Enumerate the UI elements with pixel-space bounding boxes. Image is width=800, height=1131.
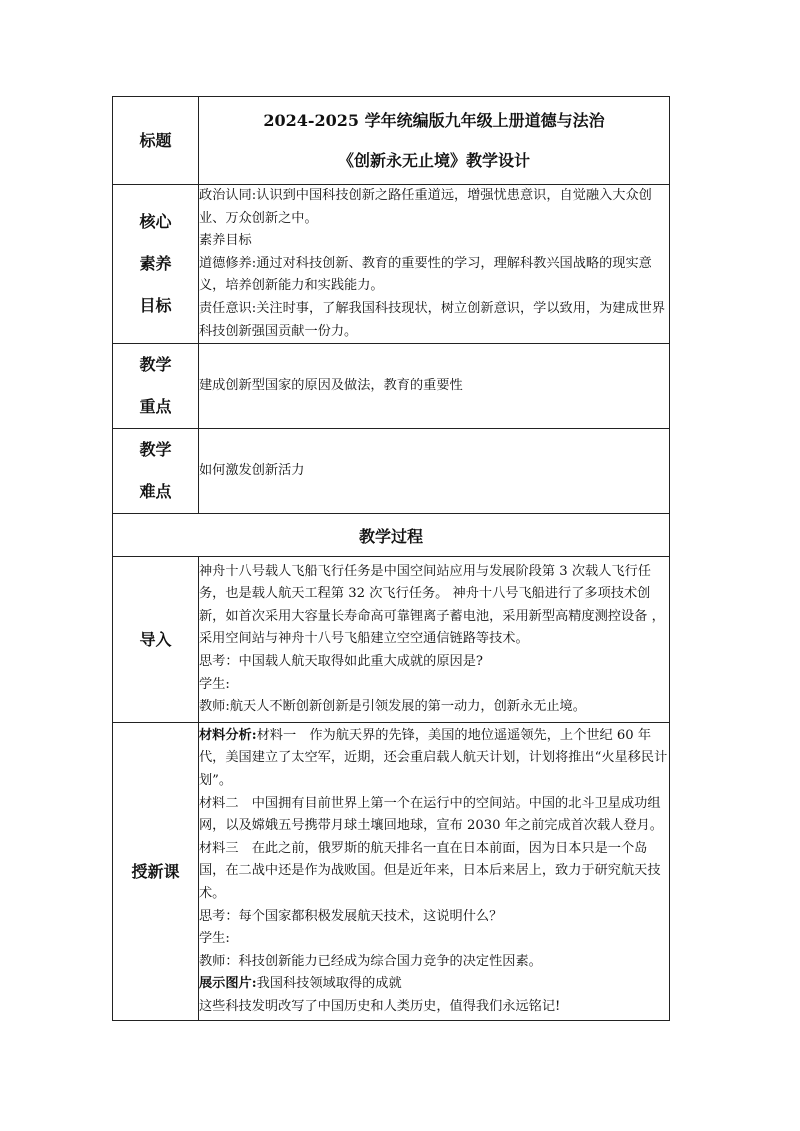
goal-responsibility: 责任意识:关注时事，了解我国科技现状，树立创新意识，学以致用，为建成世界科技创新强国贡献一份力。: [199, 300, 666, 339]
new-lesson-row: [113, 723, 670, 1021]
intro-student: 学生:: [199, 676, 230, 692]
intro-teacher: 教师:航天人不断创新创新是引领发展的第一动力，创新永无止境。: [199, 699, 586, 715]
difficulties-label: 教学 难点: [113, 429, 199, 514]
goal-moral: 道德修养:通过对科技创新、教育的重要性的学习，理解科教兴国战略的现实意义，培养创新能力和实践能力。: [199, 255, 652, 294]
intro-paragraph: 神舟十八号载人飞船飞行任务是中国空间站应用与发展阶段第 3 次载人飞行任务，也是载人航天工程第 32 次飞行任务。 神舟十八号飞船进行了多项技术创新，如首次采用大容量长寿命高可靠锂离子蓄电池，采用新型高精度测控设备 ，采用空间站与神舟十八号飞船建立空空通信链路等技术。: [199, 563, 665, 647]
new-lesson-label: 授新课: [113, 723, 199, 1021]
new-lesson-content: [199, 723, 670, 1021]
show-pictures: 展示图片:我国科技领域取得的成就: [199, 976, 402, 992]
key-points-row: [113, 344, 670, 429]
title-line-1: 2024-2025 学年统编版九年级上册道德与法治: [263, 110, 605, 130]
core-goals-content: [199, 185, 670, 344]
intro-row: [113, 557, 670, 723]
difficulties-content: 如何激发创新活力: [199, 429, 670, 514]
key-points-label: 教学 重点: [113, 344, 199, 429]
goal-heading: 素养目标: [199, 233, 252, 249]
document-title: [199, 97, 670, 185]
analysis-label: 材料分析:: [199, 727, 257, 743]
key-points-content: 建成创新型国家的原因及做法，教育的重要性: [199, 344, 670, 429]
core-goals-label: 核心 素养 目标: [113, 185, 199, 344]
material-2: 材料二 中国拥有目前世界上第一个在运行中的空间站。中国的北斗卫星成功组网，以及嫦娥五号携带月球土壤回地球，宣布 2030 年之前完成首次载人登月。: [199, 795, 663, 834]
lesson-plan-table: [112, 96, 670, 1021]
difficulties-row: [113, 429, 670, 514]
core-goals-row: [113, 185, 670, 344]
title-label: 标题: [139, 130, 172, 150]
lesson-teacher: 教师：科技创新能力已经成为综合国力竞争的决定性因素。: [199, 953, 542, 969]
title-line-2: 《创新永无止境》教学设计: [337, 150, 530, 170]
intro-content: [199, 557, 670, 723]
material-1: 材料分析:材料一 作为航天界的先锋，美国的地位遥遥领先，上个世纪 60 年代，美国建立了太空军，近期，还会重启载人航天计划，计划将推出“火星移民计划”。: [199, 727, 668, 788]
lesson-question: 思考：每个国家都积极发展航天技术，这说明什么？: [199, 908, 503, 924]
intro-label: 导入: [113, 557, 199, 723]
intro-question: 思考：中国载人航天取得如此重大成就的原因是?: [199, 653, 484, 669]
goal-political: 政治认同:认识到中国科技创新之路任重道远，增强忧患意识，自觉融入大众创业、万众创新之中。: [199, 188, 652, 226]
title-row: [113, 97, 670, 185]
material-3: 材料三 在此之前，俄罗斯的航天排名一直在日本前面，因为日本只是一个岛国，在二战中还是作为战败国。但是近年来，日本后来居上，致力于研究航天技术。: [199, 840, 661, 901]
title-label-cell: [113, 97, 199, 185]
process-header: 教学过程: [113, 514, 670, 557]
lesson-closing: 这些科技发明改写了中国历史和人类历史，值得我们永远铭记!: [199, 998, 561, 1014]
lesson-student: 学生:: [199, 931, 230, 947]
show-label: 展示图片:: [199, 976, 257, 992]
process-header-row: [113, 514, 670, 557]
